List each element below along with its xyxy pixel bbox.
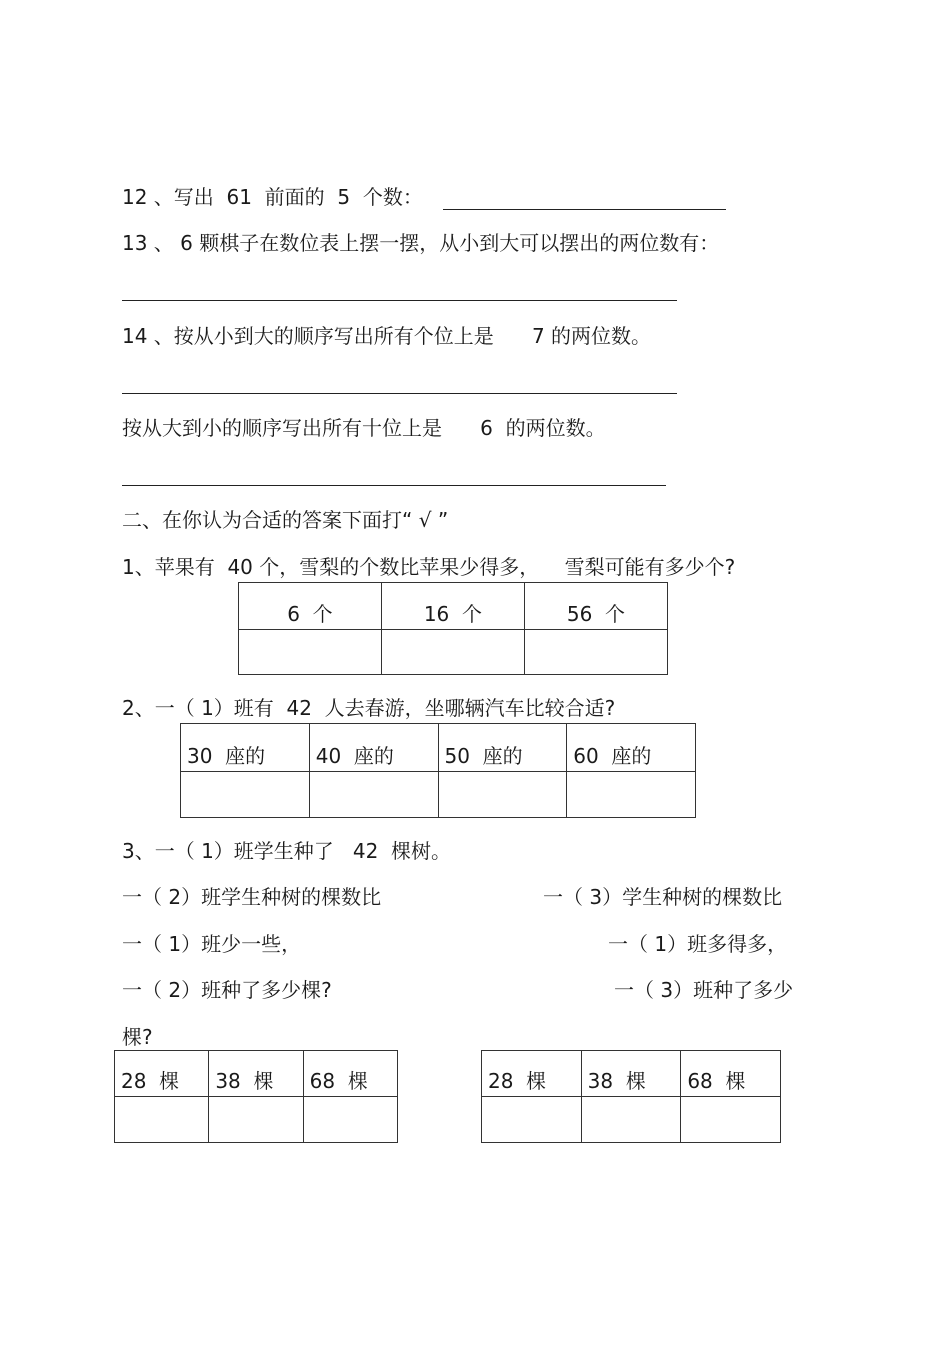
p1-question: 1、苹果有 40 个，雪梨的个数比苹果少得多， 雪梨可能有多少个?: [122, 555, 736, 579]
p3-right-option-3: 68 棵: [681, 1051, 781, 1097]
p3-right-option-1: 28 棵: [482, 1051, 582, 1097]
p2-options-table: [180, 723, 696, 818]
p3-right-option-2: 38 棵: [581, 1051, 681, 1097]
p3-left-option-1: 28 棵: [115, 1051, 209, 1097]
p3-left-line-4: 棵?: [122, 1025, 153, 1049]
p3-right-answer-cell-3[interactable]: [681, 1097, 781, 1143]
p1-answer-cell-2[interactable]: [381, 630, 524, 675]
p2-option-3: 50 座的: [438, 724, 567, 772]
p1-option-1: 6 个: [239, 583, 382, 630]
q12-answer-line[interactable]: [443, 209, 726, 210]
p3-question: 3、一（ 1）班学生种了 42 棵树。: [122, 839, 452, 863]
q13-text: 13 、 6 颗棋子在数位表上摆一摆，从小到大可以摆出的两位数有：: [122, 231, 720, 255]
section2-heading: 二、在你认为合适的答案下面打“ √ ”: [122, 508, 449, 532]
p1-option-3: 56 个: [524, 583, 667, 630]
p2-question: 2、一（ 1）班有 42 人去春游，坐哪辆汽车比较合适?: [122, 696, 616, 720]
p3-left-option-3: 68 棵: [303, 1051, 397, 1097]
p1-option-2: 16 个: [381, 583, 524, 630]
q13-answer-line[interactable]: [122, 300, 677, 301]
p2-option-2: 40 座的: [309, 724, 438, 772]
p2-answer-cell-2[interactable]: [309, 772, 438, 818]
p3-left-line-1: 一（ 2）班学生种树的棵数比: [122, 885, 382, 909]
p3-options-table-left: [114, 1050, 398, 1143]
q14-text-b: 按从大到小的顺序写出所有十位上是 6 的两位数。: [122, 416, 606, 440]
p3-options-table-right: [481, 1050, 781, 1143]
p1-answer-cell-3[interactable]: [524, 630, 667, 675]
p3-right-answer-cell-2[interactable]: [581, 1097, 681, 1143]
p3-right-answer-cell-1[interactable]: [482, 1097, 582, 1143]
p1-options-table: [238, 582, 668, 675]
q14-answer-line-b[interactable]: [122, 485, 666, 486]
p3-left-answer-cell-3[interactable]: [303, 1097, 397, 1143]
p2-option-4: 60 座的: [567, 724, 696, 772]
p3-right-line-2: 一（ 1）班多得多，: [608, 932, 788, 956]
q12-text: 12 、写出 61 前面的 5 个数：: [122, 185, 423, 209]
p3-left-option-2: 38 棵: [209, 1051, 303, 1097]
p3-left-line-2: 一（ 1）班少一些，: [122, 932, 302, 956]
p2-answer-cell-1[interactable]: [181, 772, 310, 818]
p3-right-line-3: 一（ 3）班种了多少: [614, 978, 794, 1002]
p2-option-1: 30 座的: [181, 724, 310, 772]
p1-answer-cell-1[interactable]: [239, 630, 382, 675]
p3-left-answer-cell-2[interactable]: [209, 1097, 303, 1143]
p3-right-line-1: 一（ 3）学生种树的棵数比: [543, 885, 783, 909]
q14-text-a: 14 、按从小到大的顺序写出所有个位上是 7 的两位数。: [122, 324, 652, 348]
p3-left-line-3: 一（ 2）班种了多少棵?: [122, 978, 332, 1002]
p2-answer-cell-3[interactable]: [438, 772, 567, 818]
p2-answer-cell-4[interactable]: [567, 772, 696, 818]
q14-answer-line-a[interactable]: [122, 393, 677, 394]
p3-left-answer-cell-1[interactable]: [115, 1097, 209, 1143]
